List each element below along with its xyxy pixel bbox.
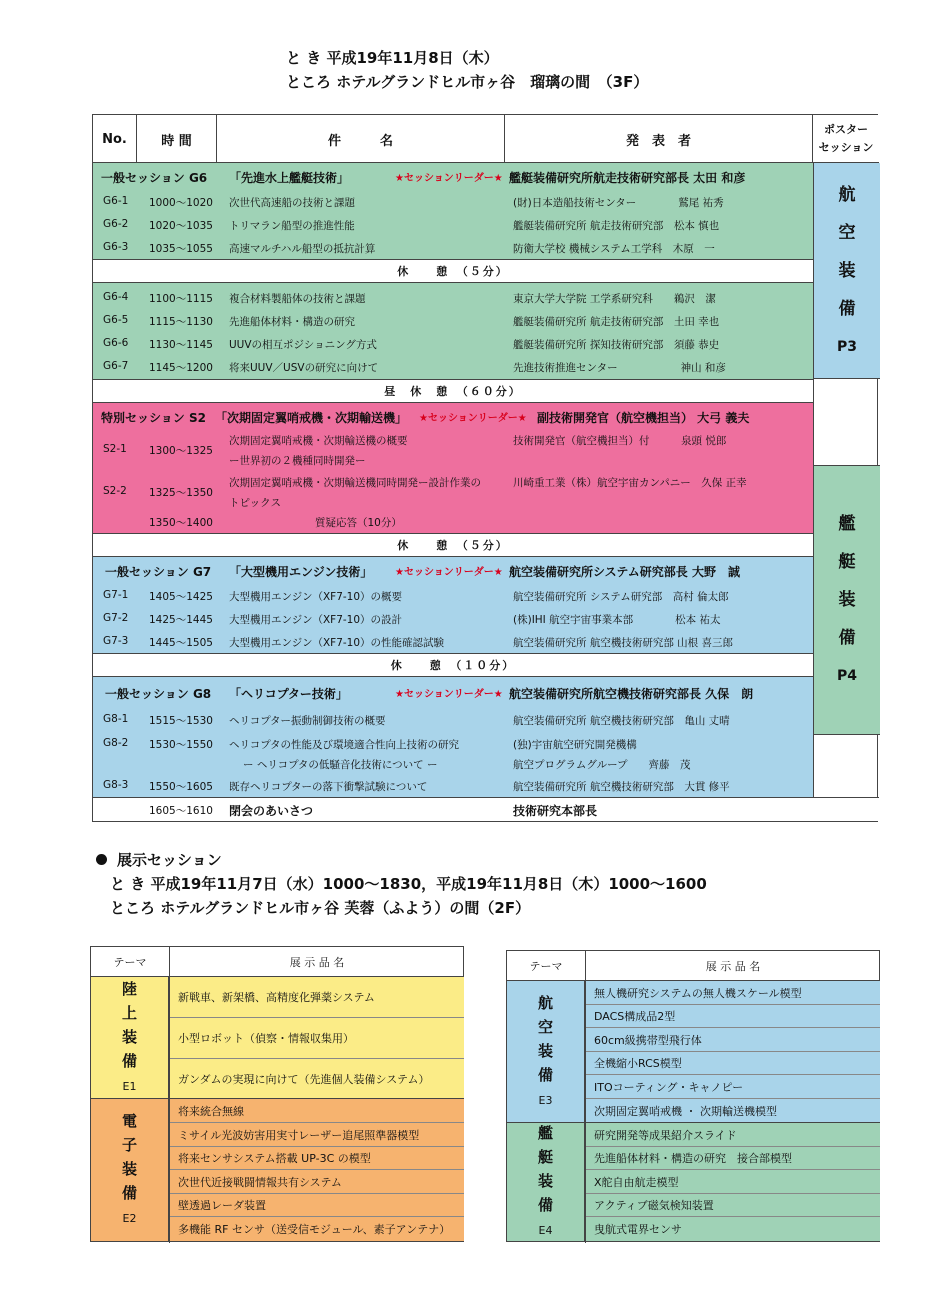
theme-char: 装 [121, 1027, 137, 1046]
lunch-break-row: 昼 休 憩 （６０分） [93, 379, 813, 403]
row-no: S2-2 [103, 485, 127, 497]
row-title: 高速マルチハル船型の抵抗計算 [229, 243, 376, 255]
break-row: 休 憩 （５分） [93, 533, 813, 557]
poster-p4 [814, 465, 880, 735]
row-presenter: 航空装備研究所 システム研究部 高村 倫太郎 [513, 591, 729, 603]
event-header [286, 46, 648, 94]
poster-p3 [814, 163, 880, 379]
row-title: 大型機用エンジン（XF7-10）の概要 [229, 591, 403, 603]
list-item: ガンダムの実現に向けて（先進個人装備システム） [170, 1059, 464, 1099]
row-title: 大型機用エンジン（XF7-10）の設計 [229, 614, 403, 626]
row-presenter: 艦艇装備研究所 探知技術研究部 須藤 恭史 [513, 339, 720, 351]
row-title: 大型機用エンジン（XF7-10）の性能確認試験 [229, 637, 445, 649]
list-item: 全機縮小RCS模型 [586, 1052, 880, 1075]
g7-topic: 「大型機用エンジン技術」 [229, 565, 373, 579]
row-presenter: 川崎重工業（株）航空宇宙カンパニー 久保 正幸 [513, 477, 747, 489]
poster-p3-char: 備 [838, 298, 856, 319]
g7-title: 一般セッション G7 [105, 565, 212, 579]
schedule-table [92, 114, 878, 822]
exhibit-heading [96, 848, 707, 920]
row-title-sub: ー世界初の２機種同時開発ー [229, 455, 366, 467]
row-presenter: 先進技術推進センター 神山 和彦 [513, 362, 726, 374]
row-title: 先進船体材料・構造の研究 [229, 316, 355, 328]
theme-char: 装 [121, 1160, 137, 1178]
s2-band [93, 403, 813, 533]
poster-p4-char: 艇 [838, 552, 856, 572]
row-no: G7-3 [103, 635, 129, 647]
event-venue: ところ ホテルグランドヒル市ヶ谷 瑠璃の間 （3F） [286, 73, 649, 91]
theme-code: E3 [538, 1093, 553, 1107]
g7-band [93, 557, 813, 653]
theme-char: 航 [537, 993, 553, 1012]
exhibit-table-right [506, 950, 880, 1242]
row-time: 1445～1505 [149, 637, 213, 649]
row-presenter: 東京大学大学院 工学系研究科 鵜沢 潔 [513, 293, 716, 305]
list-item: 壁透過レーダ装置 [170, 1194, 464, 1217]
exhibit-title: 展示セッション [117, 851, 222, 869]
row-time: 1405～1425 [149, 591, 213, 603]
header-poster [813, 115, 879, 163]
row-presenter: 航空装備研究所 航空機技術研究部 大貫 修平 [513, 781, 730, 793]
theme-char: 備 [537, 1196, 553, 1214]
break-row: 休 憩 （５分） [93, 259, 813, 283]
g8-leader: 航空装備研究所航空機技術研究部長 久保 朗 [509, 687, 754, 701]
row-presenter-sub: 航空プログラムグループ 齊藤 茂 [513, 759, 691, 771]
row-no: G7-1 [103, 589, 129, 601]
row-time: 1550～1605 [149, 781, 213, 793]
row-title: 次世代高速船の技術と課題 [229, 197, 355, 209]
break-row: 休 憩 （１０分） [93, 653, 813, 677]
theme-code: E1 [122, 1079, 137, 1093]
row-title-sub: ー ヘリコプタの低騒音化技術について ー [243, 759, 438, 771]
row-title: UUVの相互ポジショニング方式 [229, 339, 377, 351]
g8-topic: 「ヘリコプター技術」 [229, 687, 348, 701]
g6-band-2 [93, 283, 813, 379]
row-no: G8-1 [103, 713, 129, 725]
list-item: 60cm級携帯型飛行体 [586, 1028, 880, 1052]
list-item: アクティブ磁気検知装置 [586, 1194, 880, 1217]
g7-leader: 航空装備研究所システム研究部長 大野 誠 [509, 565, 740, 579]
theme-char: 陸 [121, 979, 137, 998]
theme-char: 上 [121, 1003, 137, 1022]
theme-e2 [91, 1099, 169, 1241]
closing-row [93, 797, 879, 821]
row-presenter: 艦艇装備研究所 航走技術研究部 土田 幸也 [513, 316, 720, 328]
theme-char: 装 [537, 1041, 553, 1060]
header-theme: テーマ [529, 960, 563, 973]
row-time: 1300～1325 [149, 445, 213, 457]
row-presenter: 航空装備研究所 航空機技術研究部 山根 喜三郎 [513, 637, 734, 649]
list-item: 曳航式電界センサ [586, 1217, 880, 1241]
row-time: 1020～1035 [149, 220, 213, 232]
poster-p3-char: 空 [838, 222, 856, 243]
row-title: ヘリコプタの性能及び環境適合性向上技術の研究 [229, 739, 460, 751]
list-item: ミサイル光波妨害用実寸レーザー追尾照準器模型 [170, 1123, 464, 1147]
list-item: 次世代近接戦闘情報共有システム [170, 1170, 464, 1194]
theme-e3 [507, 981, 585, 1123]
header-title: 件 名 [217, 115, 505, 163]
poster-p3-char: 装 [838, 260, 856, 281]
row-title-sub: トピックス [229, 497, 281, 509]
row-time: 1100～1115 [149, 293, 213, 305]
theme-char: 空 [537, 1017, 553, 1036]
exhibit-table-left [90, 946, 464, 1242]
row-time: 1130～1145 [149, 339, 213, 351]
row-presenter: (株)IHI 航空宇宙事業本部 松本 祐太 [513, 614, 721, 626]
row-no: G8-2 [103, 737, 129, 749]
list-item: 先進船体材料・構造の研究 接合部模型 [586, 1147, 880, 1170]
s2-leader: 副技術開発官（航空機担当） 大弓 義夫 [537, 411, 750, 425]
g6-leader-tag: ★セッションリーダー★ [395, 173, 503, 184]
row-no: G8-3 [103, 779, 129, 791]
list-item: 新戦車、新架橋、高精度化弾薬システム [170, 977, 464, 1018]
poster-p4-char: 備 [838, 628, 856, 648]
header-poster-line2: セッション [818, 141, 874, 154]
row-time: 1350～1400 [149, 517, 213, 529]
poster-p4-char: 装 [838, 590, 856, 610]
row-title: トリマラン船型の推進性能 [229, 220, 355, 232]
theme-e1 [91, 977, 169, 1099]
row-presenter: 防衛大学校 機械システム工学科 木原 一 [513, 243, 715, 255]
row-no: G7-2 [103, 612, 129, 624]
poster-p4-code: P4 [836, 668, 857, 684]
theme-char: 備 [121, 1184, 137, 1202]
row-time: 1035～1055 [149, 243, 213, 255]
header-time: 時 間 [137, 115, 217, 163]
theme-char: 電 [121, 1112, 137, 1130]
row-no: G6-3 [103, 241, 129, 253]
row-time: 1530～1550 [149, 739, 213, 751]
theme-char: 艇 [537, 1148, 553, 1166]
g6-leader: 艦艇装備研究所航走技術研究部長 太田 和彦 [509, 171, 746, 185]
exhibit-right-header [507, 951, 879, 981]
closing-title: 閉会のあいさつ [229, 804, 314, 818]
poster-p4-char: 艦 [838, 514, 856, 534]
g8-title: 一般セッション G8 [105, 687, 212, 701]
list-item: X舵自由航走模型 [586, 1170, 880, 1194]
header-no: No. [93, 115, 137, 163]
row-no: G6-2 [103, 218, 129, 230]
g6-title: 一般セッション G6 [101, 171, 208, 185]
row-no: G6-5 [103, 314, 129, 326]
row-presenter: (財)日本造船技術センター 鷲尾 祐秀 [513, 197, 724, 209]
row-title: 質疑応答（10分） [315, 517, 402, 529]
row-time: 1515～1530 [149, 715, 213, 727]
row-no: G6-6 [103, 337, 129, 349]
bullet-icon [96, 854, 107, 865]
row-presenter: 技術開発官（航空機担当）付 泉頭 悦郎 [513, 435, 727, 447]
row-title: 次期固定翼哨戒機・次期輸送機の概要 [229, 435, 408, 447]
g6-title-row [93, 169, 813, 187]
g8-leader-tag: ★セッションリーダー★ [395, 689, 503, 700]
theme-char: 子 [121, 1136, 137, 1154]
list-item: 研究開発等成果紹介スライド [586, 1123, 880, 1147]
closing-presenter: 技術研究本部長 [513, 804, 598, 818]
theme-code: E2 [122, 1212, 137, 1225]
list-item: 将来センサシステム搭載 UP-3C の模型 [170, 1147, 464, 1170]
list-item: 無人機研究システムの無人機スケール模型 [586, 981, 880, 1005]
row-no: S2-1 [103, 443, 127, 455]
row-time: 1000～1020 [149, 197, 213, 209]
header-presenter: 発 表 者 [505, 115, 813, 163]
row-time: 1115～1130 [149, 316, 213, 328]
row-title: ヘリコプター振動制御技術の概要 [229, 715, 386, 727]
poster-p3-char: 航 [838, 184, 856, 205]
row-presenter: 艦艇装備研究所 航走技術研究部 松本 慎也 [513, 220, 720, 232]
s2-leader-tag: ★セッションリーダー★ [419, 413, 527, 424]
header-theme: テーマ [113, 956, 147, 969]
row-title: 複合材料製船体の技術と課題 [229, 293, 366, 305]
theme-code: E4 [538, 1224, 553, 1237]
row-presenter: 航空装備研究所 航空機技術研究部 亀山 丈晴 [513, 715, 730, 727]
row-title: 将来UUV／USVの研究に向けて [229, 362, 379, 374]
row-time: 1145～1200 [149, 362, 213, 374]
list-item: ITOコーティング・キャノピー [586, 1075, 880, 1099]
row-no: G6-1 [103, 195, 129, 207]
theme-char: 備 [537, 1065, 553, 1084]
exhibit-left-header [91, 947, 463, 977]
row-title: 次期固定翼哨戒機・次期輸送機同時開発ー設計作業の [229, 477, 481, 489]
exhibit-venue: ところ ホテルグランドヒル市ヶ谷 芙蓉（ふよう）の間（2F） [110, 899, 531, 917]
s2-topic: 「次期固定翼哨戒機・次期輸送機」 [215, 411, 408, 425]
poster-column [813, 163, 879, 797]
s2-title: 特別セッション S2 [101, 411, 206, 425]
header-item: 展 示 品 名 [289, 956, 345, 969]
list-item: 小型ロボット（偵察・情報収集用） [170, 1018, 464, 1059]
exhibit-date: と き 平成19年11月7日（水）1000～1830，平成19年11月8日（木）1000～1600 [110, 875, 707, 893]
header-poster-line1: ポスター [824, 123, 868, 136]
g6-topic: 「先進水上艦艇技術」 [229, 171, 350, 185]
poster-p3-code: P3 [836, 338, 857, 355]
theme-e4 [507, 1123, 585, 1241]
row-time: 1605～1610 [149, 805, 213, 817]
theme-char: 備 [121, 1051, 137, 1070]
row-title: 既存ヘリコプターの落下衝撃試験について [229, 781, 428, 793]
event-date: と き 平成19年11月8日（木） [286, 49, 499, 67]
table-header [93, 115, 879, 163]
row-time: 1325～1350 [149, 487, 213, 499]
list-item: DACS構成品2型 [586, 1005, 880, 1028]
g6-band-1 [93, 163, 813, 259]
g7-leader-tag: ★セッションリーダー★ [395, 567, 503, 578]
list-item: 多機能 RF センサ（送受信モジュール、素子アンテナ） [170, 1217, 464, 1241]
row-presenter: (独)宇宙航空研究開発機構 [513, 739, 637, 751]
row-no: G6-4 [103, 291, 129, 303]
list-item: 将来統合無線 [170, 1099, 464, 1123]
header-item: 展 示 品 名 [705, 960, 761, 973]
row-no: G6-7 [103, 360, 129, 372]
list-item: 次期固定翼哨戒機 ・ 次期輸送機模型 [586, 1099, 880, 1123]
g8-band [93, 677, 813, 797]
row-time: 1425～1445 [149, 614, 213, 626]
theme-char: 装 [537, 1172, 553, 1190]
theme-char: 艦 [537, 1124, 553, 1142]
